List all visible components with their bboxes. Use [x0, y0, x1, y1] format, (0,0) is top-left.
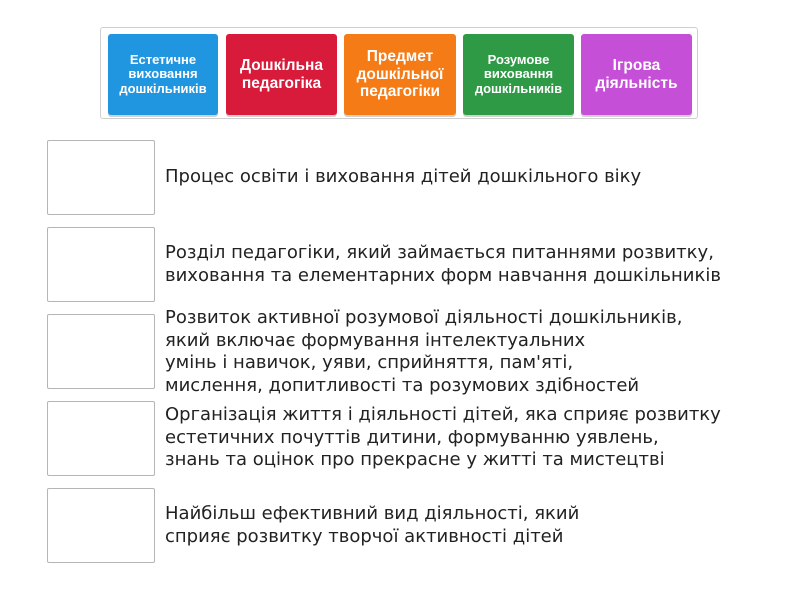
drop-slot-3[interactable]: [47, 314, 155, 389]
drop-slot-4[interactable]: [47, 401, 155, 476]
description-5: Найбільш ефективний вид діяльності, який сприяє розвитку творчої активності дітей: [165, 503, 580, 547]
drop-slot-1[interactable]: [47, 140, 155, 215]
drop-slot-2[interactable]: [47, 227, 155, 302]
description-2: Розділ педагогіки, який займається питаннями розвитку, виховання та елементарних форм навчання дошкільників: [165, 242, 721, 286]
tile-aesthetic-education[interactable]: Естетичне виховання дошкільників: [108, 34, 218, 115]
description-3: Розвиток активної розумової діяльності дошкільників, який включає формування інтелектуальних умінь і навичок, уяви, сприйняття, пам'яті, мислення, допитливості та розумових здібностей: [165, 307, 683, 396]
drop-slot-5[interactable]: [47, 488, 155, 563]
tile-subject-of-pedagogy[interactable]: Предмет дошкільної педагогіки: [344, 34, 456, 115]
description-1: Процес освіти і виховання дітей дошкільного віку: [165, 166, 642, 187]
tile-preschool-pedagogy[interactable]: Дошкільна педагогіка: [226, 34, 337, 115]
description-4: Організація життя і діяльності дітей, яка сприяє розвитку естетичних почуттів дитини, формуванню уявлень, знань та оцінок про прекрасне у житті та мистецтві: [165, 404, 721, 470]
tile-mental-education[interactable]: Розумове виховання дошкільників: [463, 34, 574, 115]
tile-play-activity[interactable]: Ігрова діяльність: [581, 34, 692, 115]
answer-bank: [100, 27, 698, 119]
